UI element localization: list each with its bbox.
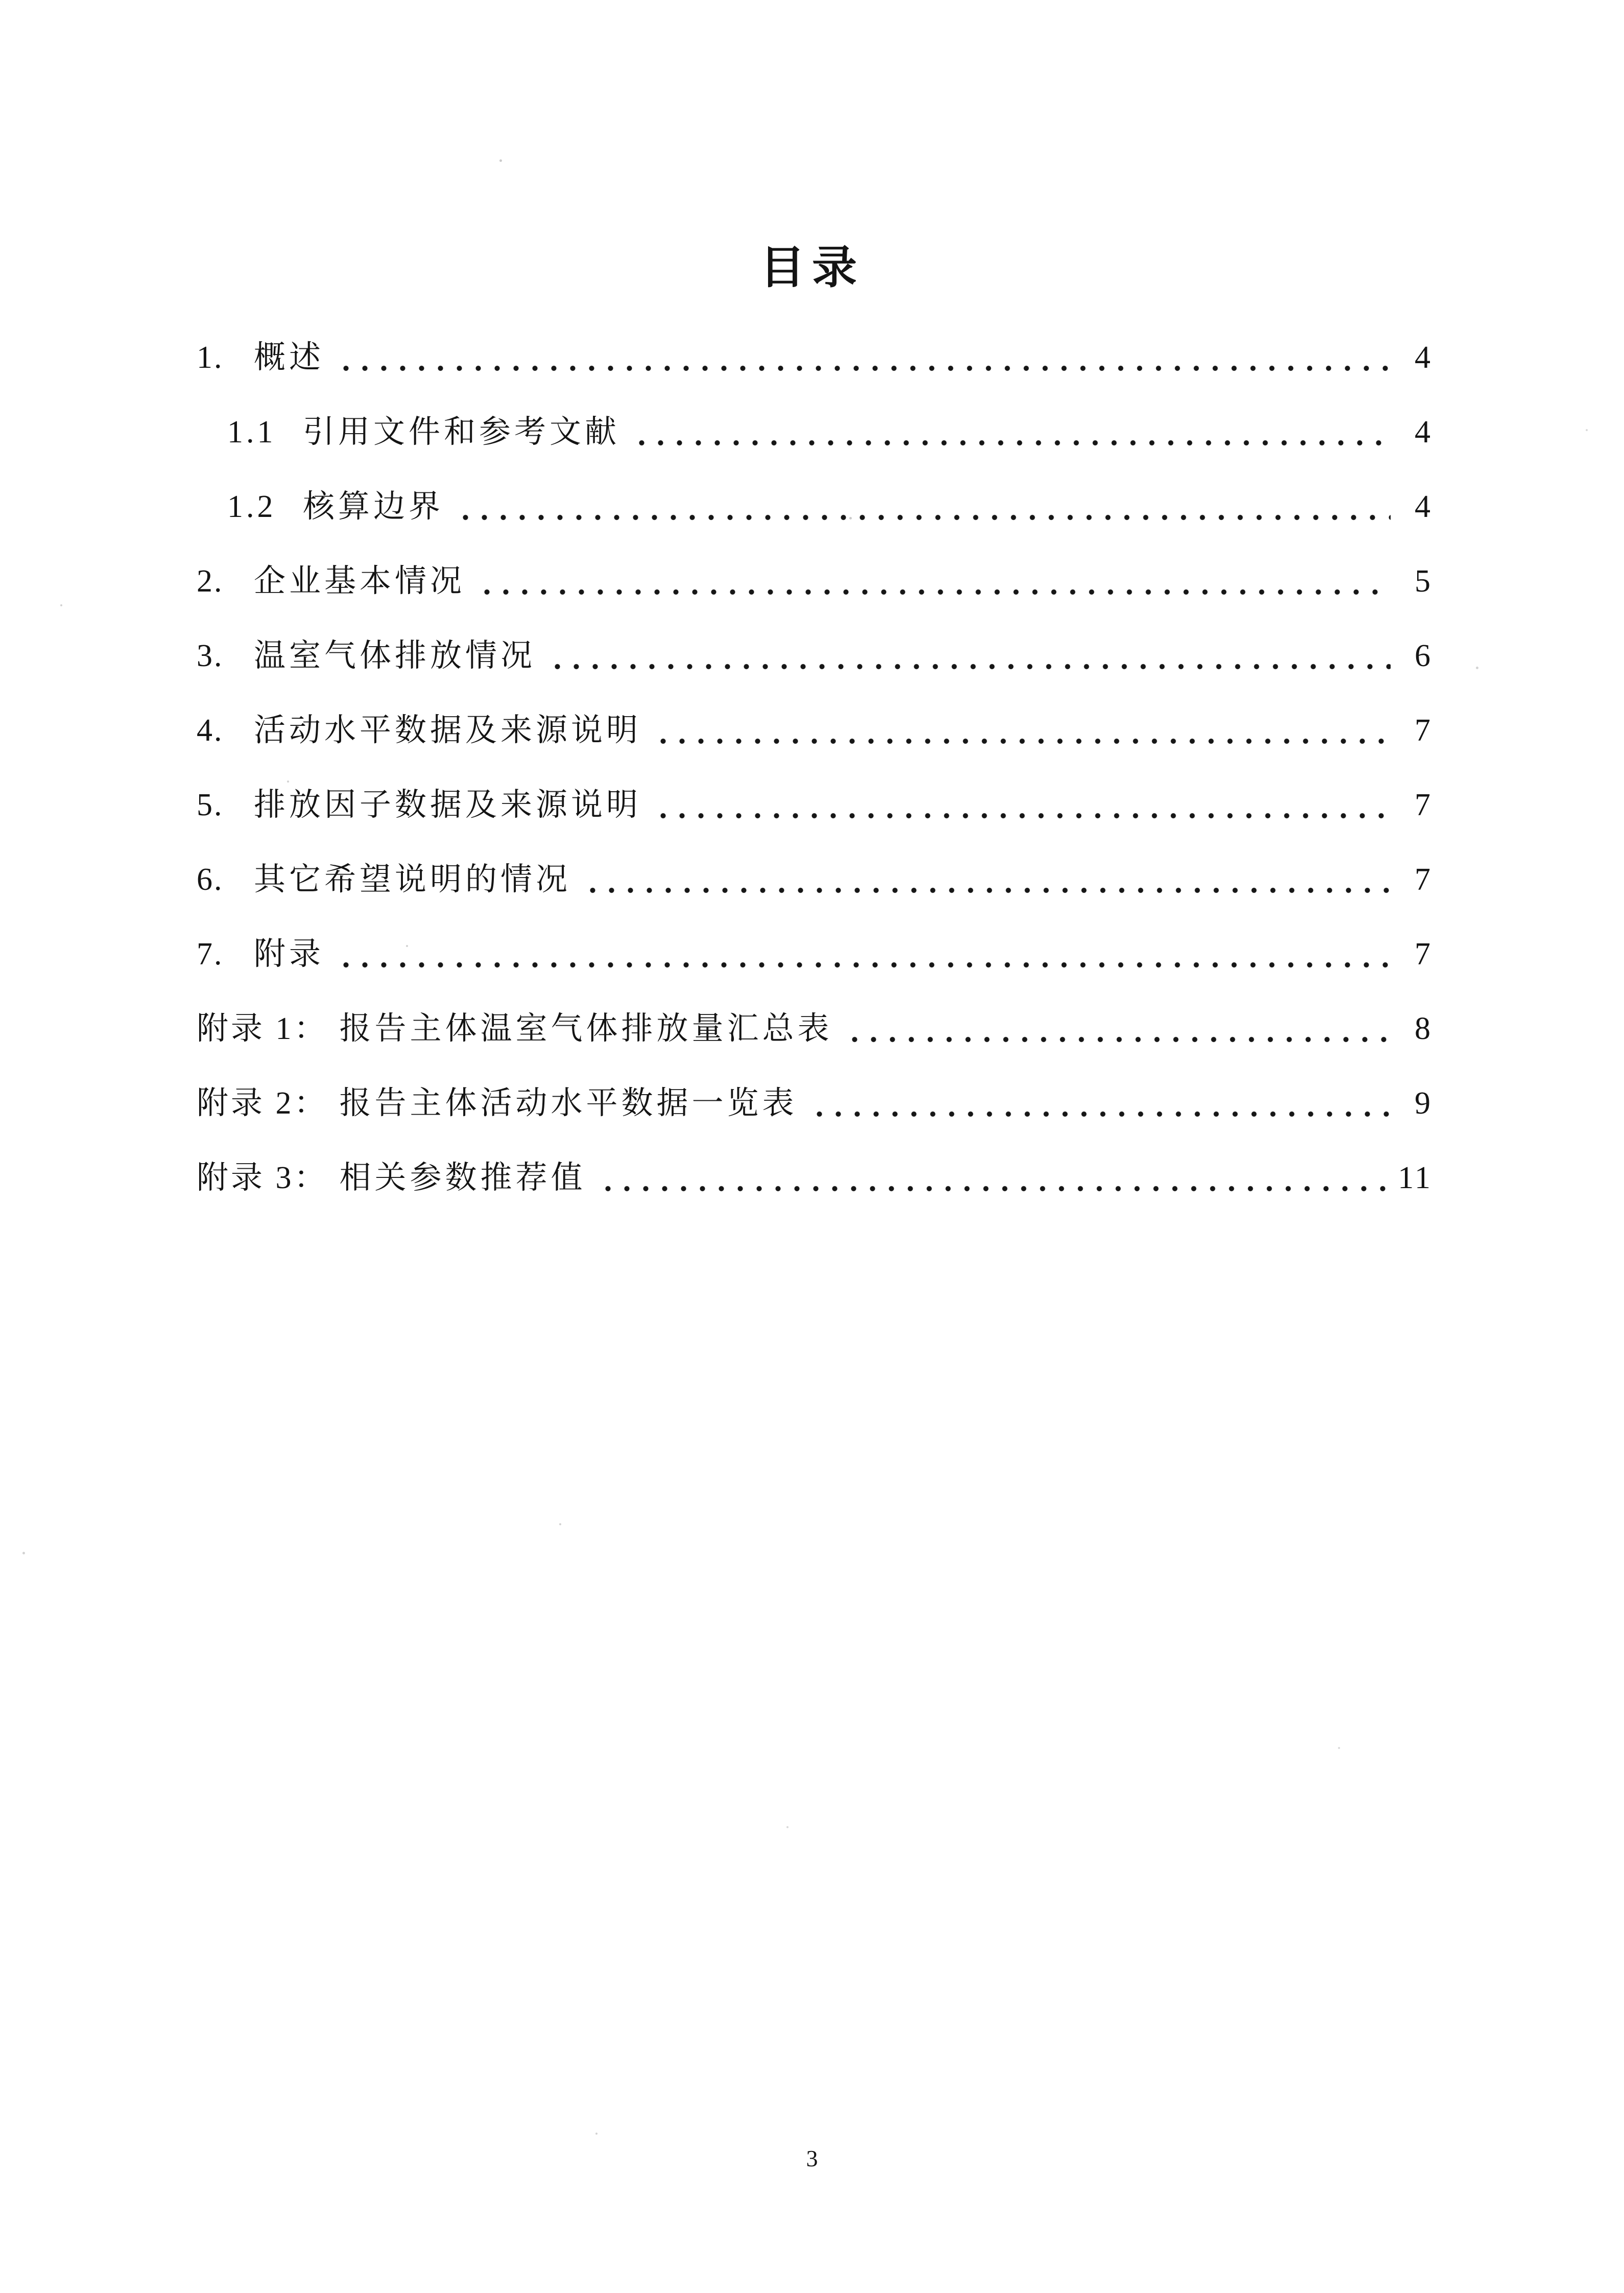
toc-entry-page: 7 (1415, 862, 1432, 897)
scan-noise-dot (849, 517, 852, 519)
dot-leader-icon (337, 917, 1391, 991)
toc-entry-number: 6. (197, 862, 224, 897)
toc-entry-number: 1.1 (227, 415, 276, 450)
toc-entry-number: 5. (197, 788, 224, 822)
dot-leader-icon (654, 693, 1391, 768)
toc-entry-label: 报告主体温室气体排放量汇总表 (339, 1011, 833, 1046)
toc-entry-label: 引用文件和参考文献 (303, 415, 620, 450)
dot-leader-icon (477, 544, 1391, 619)
toc-entry (197, 1141, 1432, 1215)
toc-entry (197, 693, 1432, 768)
toc-entry-page: 5 (1415, 564, 1432, 599)
dot-leader-icon (456, 469, 1391, 544)
toc-entry (197, 320, 1432, 395)
toc-entry-label: 报告主体活动水平数据一览表 (339, 1086, 798, 1121)
toc-entry (197, 768, 1432, 842)
scan-noise-dot (499, 159, 502, 162)
dot-leader-icon (337, 320, 1391, 395)
dot-leader-icon (548, 619, 1391, 693)
toc-entry-page: 11 (1398, 1161, 1432, 1195)
toc-entry-number: 4. (197, 713, 224, 748)
scan-noise-dot (1476, 667, 1478, 669)
toc-entry-label: 排放因子数据及来源说明 (254, 788, 642, 822)
toc-entry (197, 991, 1432, 1066)
toc-entry-page: 4 (1415, 415, 1432, 450)
scan-noise-dot (60, 604, 62, 606)
toc-entry (197, 1066, 1432, 1141)
toc-entry-page: 9 (1415, 1086, 1432, 1121)
toc-entry (197, 842, 1432, 917)
scan-noise-dot (595, 2133, 598, 2135)
toc-entry-page: 7 (1415, 788, 1432, 822)
toc-entry-number: 附录 2： (197, 1086, 328, 1121)
toc-entry (227, 395, 1432, 469)
scan-noise-dot (1586, 429, 1588, 431)
toc-entry-label: 概述 (254, 340, 325, 375)
scan-noise-dot (22, 1552, 25, 1554)
toc-entry-number: 7. (197, 937, 224, 972)
dot-leader-icon (599, 1141, 1390, 1215)
toc-entry-number: 1. (197, 340, 224, 375)
dot-leader-icon (654, 768, 1391, 842)
toc-entry-number: 附录 3： (197, 1161, 328, 1195)
table-of-contents (197, 320, 1432, 1215)
toc-entry-page: 4 (1415, 340, 1432, 375)
page-title: 目录 (759, 244, 864, 293)
toc-entry-page: 8 (1415, 1011, 1432, 1046)
toc-entry-page: 6 (1415, 639, 1432, 673)
toc-entry-label: 企业基本情况 (254, 564, 466, 599)
dot-leader-icon (810, 1066, 1391, 1141)
toc-entry-label: 核算边界 (303, 489, 444, 524)
toc-entry-label: 温室气体排放情况 (254, 639, 536, 673)
toc-entry (197, 619, 1432, 693)
page-number: 3 (806, 2145, 818, 2171)
dot-leader-icon (583, 842, 1391, 917)
toc-entry-number: 2. (197, 564, 224, 599)
scan-noise-dot (786, 1826, 789, 1828)
scan-noise-dot (406, 945, 408, 947)
toc-entry (227, 469, 1432, 544)
toc-entry-label: 活动水平数据及来源说明 (254, 713, 642, 748)
toc-entry-number: 1.2 (227, 489, 276, 524)
toc-entry-label: 相关参数推荐值 (339, 1161, 586, 1195)
toc-entry-page: 7 (1415, 937, 1432, 972)
scan-noise-dot (1338, 1747, 1340, 1749)
toc-entry-number: 3. (197, 639, 224, 673)
toc-entry (197, 544, 1432, 619)
toc-entry-label: 附录 (254, 937, 325, 972)
toc-entry-page: 4 (1415, 489, 1432, 524)
scan-noise-dot (287, 781, 289, 783)
scan-noise-dot (559, 1523, 561, 1525)
dot-leader-icon (632, 395, 1391, 469)
toc-entry-number: 附录 1： (197, 1011, 328, 1046)
toc-entry-page: 7 (1415, 713, 1432, 748)
toc-entry (197, 917, 1432, 991)
dot-leader-icon (845, 991, 1391, 1066)
toc-entry-label: 其它希望说明的情况 (254, 862, 571, 897)
